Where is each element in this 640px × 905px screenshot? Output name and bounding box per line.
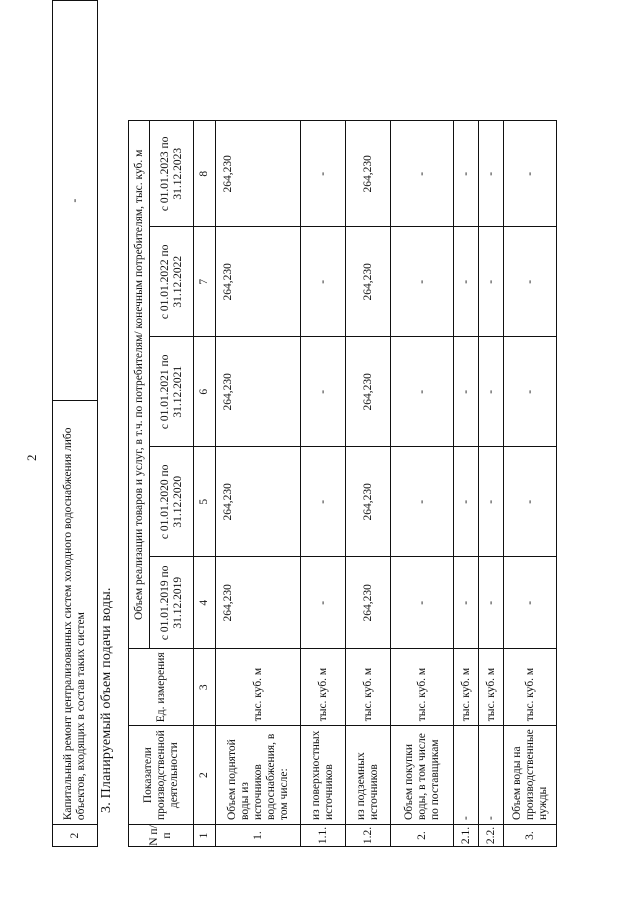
header-number: N п/п (129, 825, 194, 847)
table-row (216, 121, 301, 847)
row-value: - (504, 447, 557, 557)
row-number: 3. (504, 825, 557, 847)
column-number: 1 (194, 825, 216, 847)
row-value: - (454, 557, 479, 649)
table-row (53, 1, 98, 847)
column-number: 7 (194, 227, 216, 337)
row-value: 264,230 (346, 557, 391, 649)
header-period: с 01.01.2020 по 31.12.2020 (150, 447, 194, 557)
column-number: 2 (194, 726, 216, 825)
row-value: 264,230 (346, 121, 391, 227)
row-value: - (454, 227, 479, 337)
row-value: 264,230 (346, 227, 391, 337)
water-supply-table (128, 120, 557, 847)
row-indicator: из подземных источников (346, 726, 391, 825)
row-value: - (479, 337, 504, 447)
row-value: - (454, 447, 479, 557)
section-title: 3. Планируемый объем подачи воды. (99, 587, 114, 813)
row-unit: тыс. куб. м (301, 649, 346, 726)
column-number: 6 (194, 337, 216, 447)
row-value: - (479, 557, 504, 649)
column-number-row (194, 121, 216, 847)
row-value: - (504, 227, 557, 337)
table-row (346, 121, 391, 847)
row-value: - (479, 227, 504, 337)
column-number: 8 (194, 121, 216, 227)
row-value: - (391, 557, 454, 649)
table-row (504, 121, 557, 847)
row-value: 264,230 (216, 447, 301, 557)
row-indicator: Объем покупки воды, в том числе по поставщикам (391, 726, 454, 825)
row-value: - (301, 337, 346, 447)
row-value: - (301, 557, 346, 649)
row-value: - (53, 1, 98, 401)
row-value: - (504, 121, 557, 227)
table-row (454, 121, 479, 847)
row-value: 264,230 (216, 557, 301, 649)
row-unit: тыс. куб. м (479, 649, 504, 726)
row-number: 2. (391, 825, 454, 847)
header-unit: Ед. измерения (129, 649, 194, 726)
table-row (301, 121, 346, 847)
header-period: с 01.01.2023 по 31.12.2023 (150, 121, 194, 227)
row-indicator: - (479, 726, 504, 825)
row-number: 2.1. (454, 825, 479, 847)
row-indicator: из поверхностных источников (301, 726, 346, 825)
row-value: - (391, 121, 454, 227)
header-row (129, 121, 150, 847)
header-period: с 01.01.2019 по 31.12.2019 (150, 557, 194, 649)
row-value: - (301, 227, 346, 337)
column-number: 4 (194, 557, 216, 649)
header-indicator: Показатели производственной деятельности (129, 726, 194, 825)
row-indicator: - (454, 726, 479, 825)
row-unit: тыс. куб. м (504, 649, 557, 726)
row-value: - (504, 557, 557, 649)
row-unit: тыс. куб. м (216, 649, 301, 726)
row-unit: тыс. куб. м (391, 649, 454, 726)
header-sales-volume: Объем реализации товаров и услуг, в т.ч. по потребителям/ конечным потребителям, тыс. куб. м (129, 121, 150, 649)
column-number: 5 (194, 447, 216, 557)
row-number: 1.1. (301, 825, 346, 847)
row-unit: тыс. куб. м (346, 649, 391, 726)
row-value: - (454, 121, 479, 227)
row-number: 1. (216, 825, 301, 847)
row-value: - (391, 447, 454, 557)
row-value: - (301, 447, 346, 557)
row-value: 264,230 (346, 337, 391, 447)
row-number: 2.2. (479, 825, 504, 847)
table-row (391, 121, 454, 847)
row-number: 2 (53, 825, 98, 847)
row-number: 1.2. (346, 825, 391, 847)
row-value: 264,230 (216, 227, 301, 337)
row-indicator: Объем поднятой воды из источников водоснабжения, в том числе: (216, 726, 301, 825)
row-text: Капитальный ремонт централизованных систем холодного водоснабжения либо объектов, входящих в состав таких систем (53, 401, 98, 825)
row-value: - (391, 227, 454, 337)
page-number: 2 (24, 454, 39, 461)
row-value: - (479, 447, 504, 557)
table-row (479, 121, 504, 847)
row-unit: тыс. куб. м (454, 649, 479, 726)
row-value: - (301, 121, 346, 227)
row-value: - (479, 121, 504, 227)
row-value: 264,230 (216, 337, 301, 447)
header-period: с 01.01.2021 по 31.12.2021 (150, 337, 194, 447)
column-number: 3 (194, 649, 216, 726)
row-value: - (454, 337, 479, 447)
row-indicator: Объем воды на производственные нужды (504, 726, 557, 825)
row-value: - (504, 337, 557, 447)
header-period: с 01.01.2022 по 31.12.2022 (150, 227, 194, 337)
row-value: - (391, 337, 454, 447)
row-value: 264,230 (216, 121, 301, 227)
row-value: 264,230 (346, 447, 391, 557)
capital-repair-table (52, 0, 98, 847)
